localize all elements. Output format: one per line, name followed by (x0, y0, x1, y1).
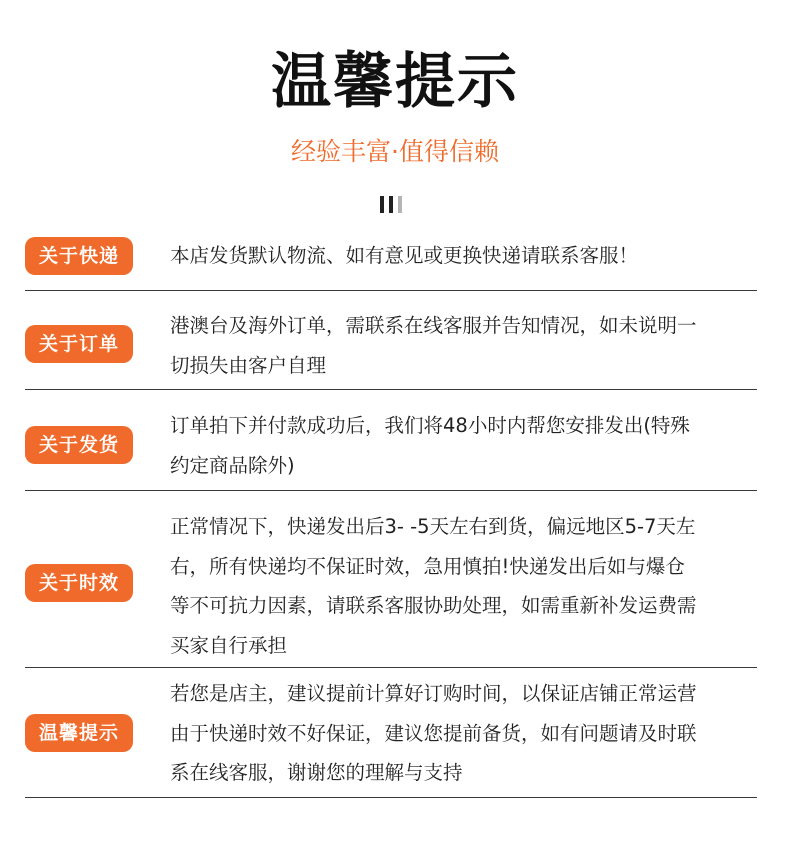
text-line: 正常情况下，快递发出后3- -5天左右到货，偏远地区5-7天左 (170, 515, 696, 538)
section-text (170, 406, 767, 485)
text-line: 切损失由客户自理 (170, 353, 327, 377)
text-line: 订单拍下并付款成功后，我们将48小时内帮您安排发出(特殊 (170, 414, 690, 437)
bar-mark (398, 196, 402, 213)
text-line: 右，所有快递均不保证时效，急用慎拍!快递发出后如与爆仓 (170, 554, 685, 578)
section-text (170, 306, 767, 385)
section-badge: 温馨提示 (25, 714, 133, 752)
text-line: 由于快递时效不好保证，建议您提前备货，如有问题请及时联 (170, 721, 697, 745)
divider (25, 797, 757, 798)
text-line: 等不可抗力因素，请联系客服协助处理，如需重新补发运费需 (170, 594, 697, 617)
bar-mark (389, 196, 393, 213)
text-line: 买家自行承担 (170, 633, 288, 657)
text-line: 若您是店主，建议提前计算好订购时间，以保证店铺正常运营 (170, 682, 697, 705)
section-reminder (25, 668, 757, 798)
section-text (170, 507, 767, 665)
text-line: 港澳台及海外订单，需联系在线客服并告知情况，如未说明一 (170, 314, 697, 337)
section-badge: 关于发货 (25, 426, 133, 464)
section-badge: 关于时效 (25, 564, 133, 602)
section-orders (25, 291, 757, 390)
page-title: 温馨提示 (271, 47, 519, 117)
text-line: 本店发货默认物流、如有意见或更换快递请联系客服！ (170, 244, 639, 267)
bar-mark (380, 196, 384, 213)
text-line: 系在线客服，谢谢您的理解与支持 (170, 761, 463, 784)
section-text (170, 674, 767, 793)
section-shipping-courier (25, 220, 757, 291)
section-badge: 关于订单 (25, 325, 133, 363)
section-badge: 关于快递 (25, 237, 133, 275)
section-delivery-time (25, 491, 757, 668)
page-subtitle: 经验丰富·值得信赖 (291, 137, 499, 166)
text-line: 约定商品除外) (170, 453, 295, 477)
section-dispatch (25, 390, 757, 491)
section-text (170, 236, 767, 276)
